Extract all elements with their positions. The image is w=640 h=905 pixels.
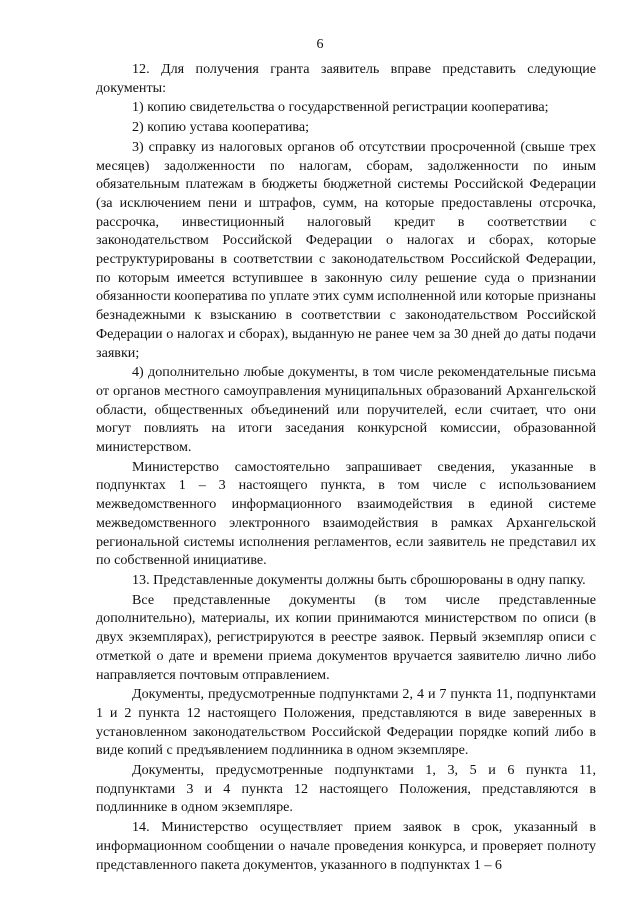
paragraph-originals: Документы, предусмотренные подпунктами 1, 3, 5 и 6 пункта 11, подпунктами 3 и 4 пункта 12 настоящего Положения, представляются в подлиннике в одном экземпляре.	[96, 762, 596, 816]
list-item-1: 1) копию свидетельства о государственной регистрации кооператива;	[132, 99, 549, 116]
list-item-2: 2) копию устава кооператива;	[132, 119, 310, 136]
document-body	[96, 60, 596, 875]
page-number: 6	[316, 37, 324, 52]
paragraph-14: 14. Министерство осуществляет прием заявок в срок, указанный в информационном сообщении о начале проведения конкурса, и проверяет полноту представленного пакета документов, указанного в подпунктах 1 – 6	[96, 819, 596, 873]
list-item-3: 3) справку из налоговых органов об отсутствии просроченной (свыше трех месяцев) задолженности по налогам, сборам, задолженности по иным обязательным платежам в бюджеты бюджетной системы Российской Федерации (за исключением пени и штрафов, сумм, на которые предоставлены отсрочка, рассрочка, инвестиционный налоговый кредит в соответствии с законодательством Российской Федерации о налогах и сборах, которые реструктурированы в соответствии с законодательством Российской Федерации, по которым имеется вступившее в законную силу решение суда о признании обязанности кооператива по уплате этих сумм исполненной или которые признаны безнадежными к взысканию в соответствии с законодательством Российской Федерации о налогах и сборах), выданную не ранее чем за 30 дней до даты подачи заявки;	[96, 138, 596, 361]
paragraph-12: 12. Для получения гранта заявитель вправе представить следующие документы:	[96, 61, 596, 96]
paragraph-all-documents: Все представленные документы (в том числе представленные дополнительно), материалы, их копии принимаются министерством по описи (в двух экземплярах), регистрируются в реестре заявок. Первый экземпляр описи с отметкой о дате и времени приема документов вручается заявителю лично либо направляется почтовым отправлением.	[96, 591, 596, 683]
paragraph-13: 13. Представленные документы должны быть сброшюрованы в одну папку.	[132, 571, 586, 588]
paragraph-ministry-requests: Министерство самостоятельно запрашивает сведения, указанные в подпунктах 1 – 3 настоящего пункта, в том числе с использованием межведомственного информационного взаимодействия в единой системе межведомственного электронного взаимодействия в рамках Архангельской региональной системы исполнения регламентов, если заявитель не представил их по собственной инициативе.	[96, 458, 596, 569]
paragraph-copies: Документы, предусмотренные подпунктами 2, 4 и 7 пункта 11, подпунктами 1 и 2 пункта 12 настоящего Положения, представляются в виде заверенных в установленном законодательством Российской Федерации порядке копий либо в виде копий с предъявлением подлинника в одном экземпляре.	[96, 686, 596, 759]
list-item-4: 4) дополнительно любые документы, в том числе рекомендательные письма от органов местного самоуправления муниципальных образований Архангельской области, общественных объединений или поручителей, если считает, что они могут повлиять на итоги заседания конкурсной комиссии, образованной министерством.	[96, 364, 596, 456]
